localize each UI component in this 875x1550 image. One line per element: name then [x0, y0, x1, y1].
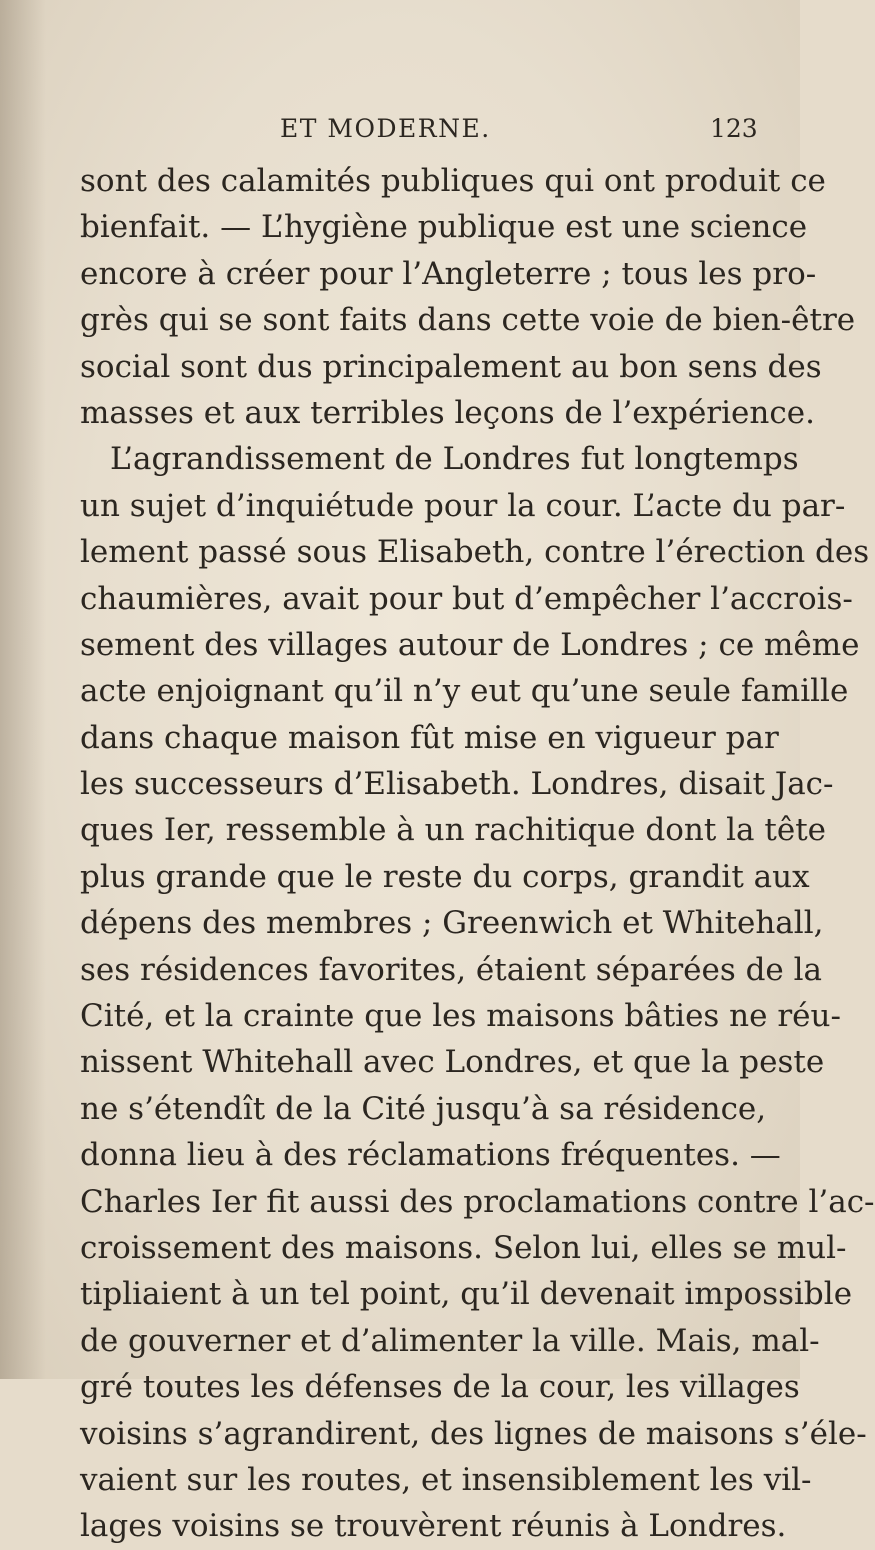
text-line: croissement des maisons. Selon lui, elles se mul- [80, 1229, 847, 1266]
text-line: sement des villages autour de Londres ; ce même [80, 626, 860, 663]
text-line: les successeurs d’Elisabeth. Londres, disait Jac- [80, 766, 834, 803]
text-line: Charles Ier fit aussi des proclamations contre l’ac- [80, 1183, 875, 1220]
text-line: lement passé sous Elisabeth, contre l’érection des [80, 534, 870, 571]
text-line: sont des calamités publiques qui ont produit ce [80, 163, 826, 199]
text-line: voisins s’agrandirent, des lignes de maisons s’éle- [80, 1415, 867, 1452]
text-line: dans chaque maison fût mise en vigueur par [80, 719, 779, 756]
text-line: encore à créer pour l’Angleterre ; tous les pro- [80, 255, 817, 292]
paragraph-start-line: L’agrandissement de Londres fut longtemps [110, 441, 799, 478]
text-line: masses et aux terribles leçons de l’expérience. [80, 394, 815, 431]
text-line: de gouverner et d’alimenter la ville. Mais, mal- [80, 1322, 820, 1359]
text-line: dépens des membres ; Greenwich et Whitehall, [80, 905, 824, 942]
text-line: social sont dus principalement au bon sens des [80, 348, 822, 385]
text-line: donna lieu à des réclamations fréquentes. — [80, 1137, 781, 1174]
running-header [0, 114, 800, 154]
body-text [80, 158, 875, 1550]
text-line: nissent Whitehall avec Londres, et que la peste [80, 1044, 825, 1081]
text-line: tipliaient à un tel point, qu’il devenait impossible [80, 1276, 853, 1313]
text-line: bienfait. — L’hygiène publique est une science [80, 209, 808, 246]
text-line: un sujet d’inquiétude pour la cour. L’acte du par- [80, 487, 846, 524]
text-line: grès qui se sont faits dans cette voie de bien-être [80, 302, 856, 339]
page-gutter-shadow [0, 0, 46, 1379]
text-line: ne s’étendît de la Cité jusqu’à sa résidence, [80, 1090, 767, 1127]
running-title: ET MODERNE. [280, 114, 491, 143]
text-line: chaumières, avait pour but d’empêcher l’accrois- [80, 580, 853, 617]
text-line: plus grande que le reste du corps, grandit aux [80, 858, 810, 895]
text-line: lages voisins se trouvèrent réunis à Londres. [80, 1508, 787, 1545]
page-number: 123 [710, 114, 758, 143]
text-line: Cité, et la crainte que les maisons bâties ne réu- [80, 998, 841, 1035]
text-line: vaient sur les routes, et insensiblement les vil- [80, 1461, 812, 1498]
text-line: ses résidences favorites, étaient séparées de la [80, 951, 823, 988]
text-line: acte enjoignant qu’il n’y eut qu’une seule famille [80, 673, 849, 710]
text-line: gré toutes les défenses de la cour, les villages [80, 1369, 800, 1406]
text-line: ques Ier, ressemble à un rachitique dont la tête [80, 812, 826, 849]
